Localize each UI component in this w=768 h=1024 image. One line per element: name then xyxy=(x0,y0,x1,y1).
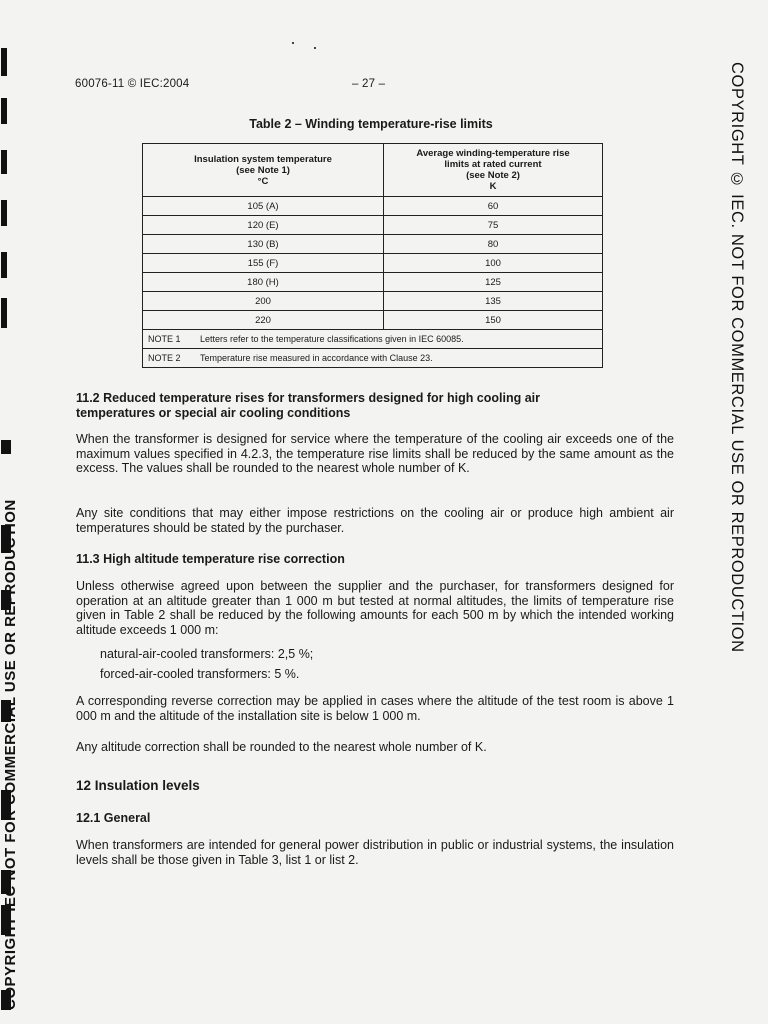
section-12-1-heading: 12.1 General xyxy=(76,811,151,825)
table-cell: 105 (A) xyxy=(143,197,384,216)
page-number: – 27 – xyxy=(352,78,386,90)
table-cell: 130 (B) xyxy=(143,235,384,254)
table-cell: 180 (H) xyxy=(143,273,384,292)
section-11-3-paragraph-2: A corresponding reverse correction may be applied in cases where the altitude of the test room is above 1 000 m and the altitude of the installation site is below 1 000 m. xyxy=(76,694,674,723)
section-12-heading: 12 Insulation levels xyxy=(76,778,200,793)
table-row xyxy=(143,216,603,235)
table-title: Table 2 – Winding temperature-rise limits xyxy=(249,117,493,131)
table-header-row xyxy=(143,144,603,197)
table-row xyxy=(143,235,603,254)
left-margin-watermark xyxy=(0,0,24,1024)
table-note-2: NOTE 2 Temperature rise measured in accordance with Clause 23. xyxy=(143,349,603,368)
right-watermark-text: COPYRIGHT © IEC. NOT FOR COMMERCIAL USE OR REPRODUCTION xyxy=(728,62,746,653)
table-row xyxy=(143,197,603,216)
table-cell: 155 (F) xyxy=(143,254,384,273)
table-cell: 75 xyxy=(384,216,603,235)
section-12-1-paragraph: When transformers are intended for general power distribution in public or industrial systems, the insulation levels shall be those given in Table 3, list 1 or list 2. xyxy=(76,838,674,867)
table-row xyxy=(143,292,603,311)
table-row xyxy=(143,273,603,292)
header-winding-temperature-rise: Average winding-temperature rise limits at rated current (see Note 2) K xyxy=(384,144,603,197)
table-cell: 135 xyxy=(384,292,603,311)
table-note-row xyxy=(143,330,603,349)
section-11-2-heading: 11.2 Reduced temperature rises for transformers designed for high cooling air temperatures or special air cooling conditions xyxy=(76,391,541,420)
table-row xyxy=(143,254,603,273)
table-note-row xyxy=(143,349,603,368)
list-item-natural-air: natural-air-cooled transformers: 2,5 %; xyxy=(100,647,314,661)
table-cell: 220 xyxy=(143,311,384,330)
section-11-2-paragraph-1: When the transformer is designed for service where the temperature of the cooling air exceeds one of the maximum values specified in 4.2.3, the temperature rise limits shall be reduced by the same amount as the excess. The values shall be rounded to the nearest whole number of K. xyxy=(76,432,674,475)
table-cell: 150 xyxy=(384,311,603,330)
table-cell: 80 xyxy=(384,235,603,254)
scan-speck xyxy=(292,42,294,44)
list-item-forced-air: forced-air-cooled transformers: 5 %. xyxy=(100,667,300,681)
table-cell: 100 xyxy=(384,254,603,273)
section-11-2-paragraph-2: Any site conditions that may either impose restrictions on the cooling air or produce high ambient air temperatures should be stated by the purchaser. xyxy=(76,506,674,535)
table-cell: 120 (E) xyxy=(143,216,384,235)
table-cell: 125 xyxy=(384,273,603,292)
scan-speck xyxy=(314,47,316,49)
table-cell: 200 xyxy=(143,292,384,311)
section-11-3-heading: 11.3 High altitude temperature rise correction xyxy=(76,552,345,566)
table-cell: 60 xyxy=(384,197,603,216)
section-11-3-paragraph-3: Any altitude correction shall be rounded to the nearest whole number of K. xyxy=(76,740,487,754)
section-11-3-paragraph-1: Unless otherwise agreed upon between the supplier and the purchaser, for transformers designed for operation at an altitude greater than 1 000 m but tested at normal altitudes, the limits of temperature rise given in Table 2 shall be reduced by the following amounts for each 500 m by which the intended working altitude exceeds 1 000 m: xyxy=(76,579,674,637)
temperature-rise-table xyxy=(142,143,603,368)
document-id: 60076-11 © IEC:2004 xyxy=(75,78,190,90)
table-row xyxy=(143,311,603,330)
left-watermark-text: COPYRIGHT IEC NOT FOR COMMERCIAL USE OR REPRODUCTION xyxy=(2,499,19,1010)
header-insulation-temperature: Insulation system temperature (see Note 1) °C xyxy=(143,144,384,197)
table-note-1: NOTE 1 Letters refer to the temperature classifications given in IEC 60085. xyxy=(143,330,603,349)
